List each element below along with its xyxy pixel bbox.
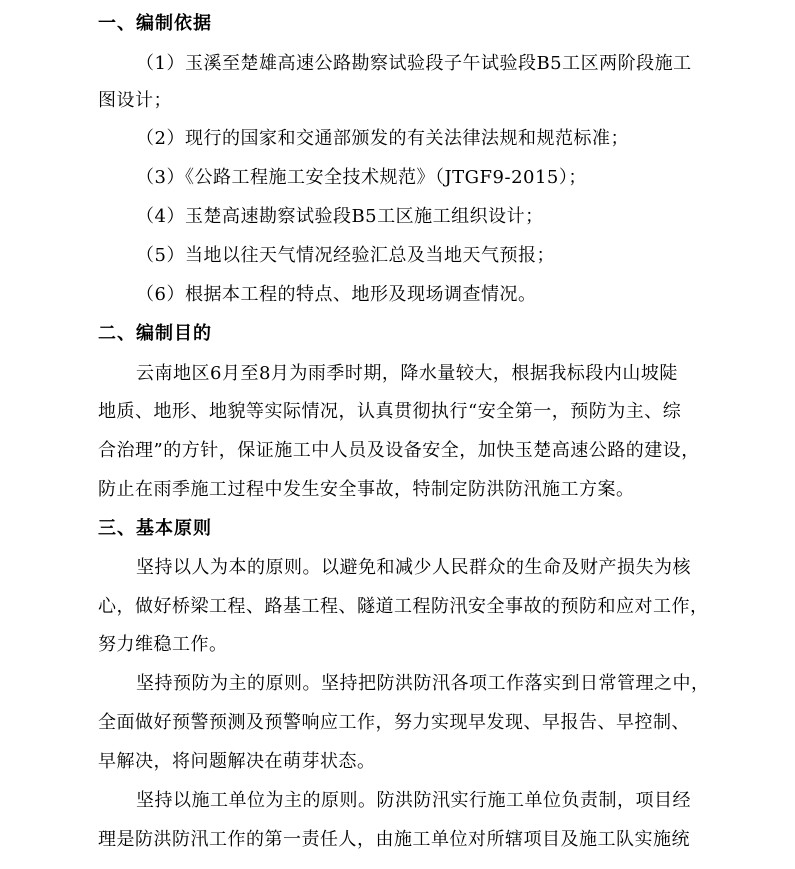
- basis-item-3: （3）《公路工程施工安全技术规范》（JTGF9-2015）；: [136, 167, 587, 188]
- principles-line-3: 努力维稳工作。: [98, 634, 228, 655]
- section-heading-purpose: 二、编制目的: [98, 323, 212, 344]
- principles-line-6: 早解决，将问题解决在萌芽状态。: [98, 751, 376, 772]
- section-heading-principles: 三、基本原则: [98, 518, 212, 539]
- basis-item-5: （5）当地以往天气情况经验汇总及当地天气预报；: [136, 245, 555, 266]
- basis-item-4: （4）玉楚高速勘察试验段B5工区施工组织设计；: [136, 206, 544, 227]
- basis-item-1-line-1: （1）玉溪至楚雄高速公路勘察试验段子午试验段B5工区两阶段施工: [136, 53, 692, 74]
- purpose-line-3: 合治理”的方针，保证施工中人员及设备安全，加快玉楚高速公路的建设，: [98, 440, 700, 461]
- basis-item-2: （2）现行的国家和交通部颁发的有关法律法规和规范标准；: [136, 128, 629, 149]
- basis-item-1-line-2: 图设计；: [98, 90, 172, 111]
- principles-line-7: 坚持以施工单位为主的原则。防洪防汛实行施工单位负责制，项目经: [136, 790, 691, 811]
- principles-line-5: 全面做好预警预测及预警响应工作，努力实现早发现、早报告、早控制、: [98, 712, 690, 733]
- section-heading-basis: 一、编制依据: [98, 13, 212, 34]
- principles-line-8: 理是防洪防汛工作的第一责任人，由施工单位对所辖项目及施工队实施统: [98, 829, 690, 850]
- purpose-line-2: 地质、地形、地貌等实际情况，认真贯彻执行“安全第一，预防为主、综: [98, 401, 682, 422]
- basis-item-6: （6）根据本工程的特点、地形及现场调查情况。: [136, 284, 537, 305]
- principles-line-2: 心，做好桥梁工程、路基工程、隧道工程防汛安全事故的预防和应对工作，: [98, 596, 709, 617]
- principles-line-4: 坚持预防为主的原则。坚持把防洪防汛各项工作落实到日常管理之中，: [136, 673, 710, 694]
- purpose-line-4: 防止在雨季施工过程中发生安全事故，特制定防洪防汛施工方案。: [98, 479, 635, 500]
- purpose-line-1: 云南地区6月至8月为雨季时期，降水量较大，根据我标段内山坡陡: [136, 363, 678, 384]
- principles-line-1: 坚持以人为本的原则。以避免和减少人民群众的生命及财产损失为核: [136, 557, 691, 578]
